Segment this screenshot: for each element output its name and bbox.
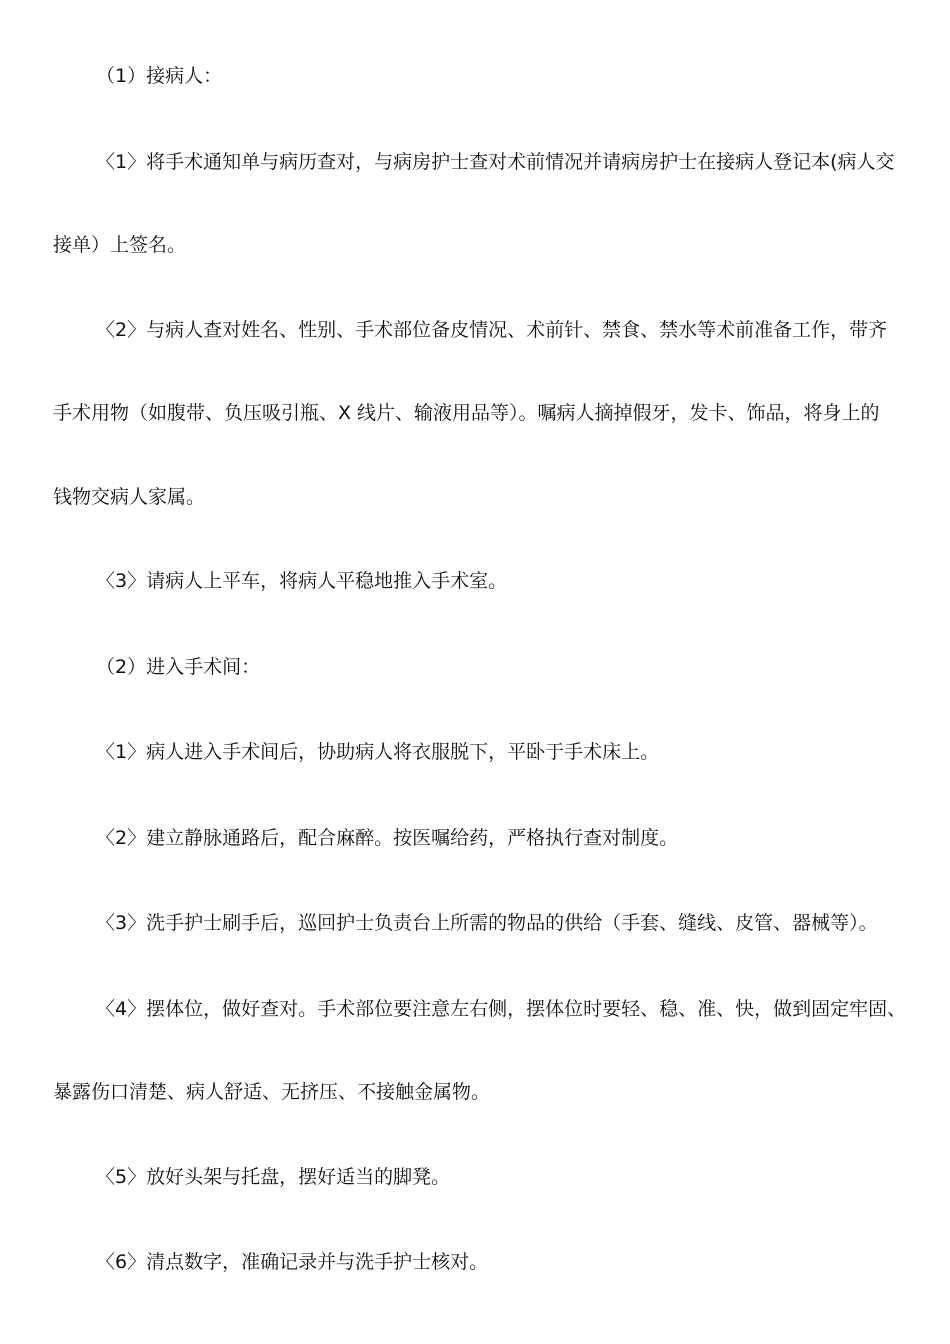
paragraph-line: 〈1〉将手术通知单与病历查对，与病房护士查对术前情况并请病房护士在接病人登记本(病人交 xyxy=(96,151,895,173)
paragraph-line: 接单）上签名。 xyxy=(53,234,187,256)
paragraph-line: 暴露伤口清楚、病人舒适、无挤压、不接触金属物。 xyxy=(53,1081,491,1103)
paragraph-line: 〈1〉病人进入手术间后，协助病人将衣服脱下，平卧于手术床上。 xyxy=(96,741,660,763)
section-heading-enter-room: （2）进入手术间： xyxy=(96,656,261,678)
paragraph-line: 〈3〉洗手护士刷手后，巡回护士负责台上所需的物品的供给（手套、缝线、皮管、器械等）。 xyxy=(96,912,878,934)
paragraph-line: 钱物交病人家属。 xyxy=(53,486,206,508)
paragraph-line: 〈2〉与病人查对姓名、性别、手术部位备皮情况、术前针、禁食、禁水等术前准备工作，带齐 xyxy=(96,319,888,341)
paragraph-line: 〈4〉摆体位，做好查对。手术部位要注意左右侧，摆体位时要轻、稳、准、快，做到固定牢固、 xyxy=(96,998,907,1020)
paragraph-line: 手术用物（如腹带、负压吸引瓶、X 线片、输液用品等）。嘱病人摘掉假牙，发卡、饰品，将身上的 xyxy=(53,402,880,424)
paragraph-line: 〈2〉建立静脉通路后，配合麻醉。按医嘱给药，严格执行查对制度。 xyxy=(96,827,679,849)
paragraph-line: 〈5〉放好头架与托盘，摆好适当的脚凳。 xyxy=(96,1166,451,1188)
paragraph-line: 〈3〉请病人上平车，将病人平稳地推入手术室。 xyxy=(96,570,508,592)
section-heading-receive-patient: （1）接病人： xyxy=(96,65,223,87)
paragraph-line: 〈6〉清点数字，准确记录并与洗手护士核对。 xyxy=(96,1251,489,1273)
